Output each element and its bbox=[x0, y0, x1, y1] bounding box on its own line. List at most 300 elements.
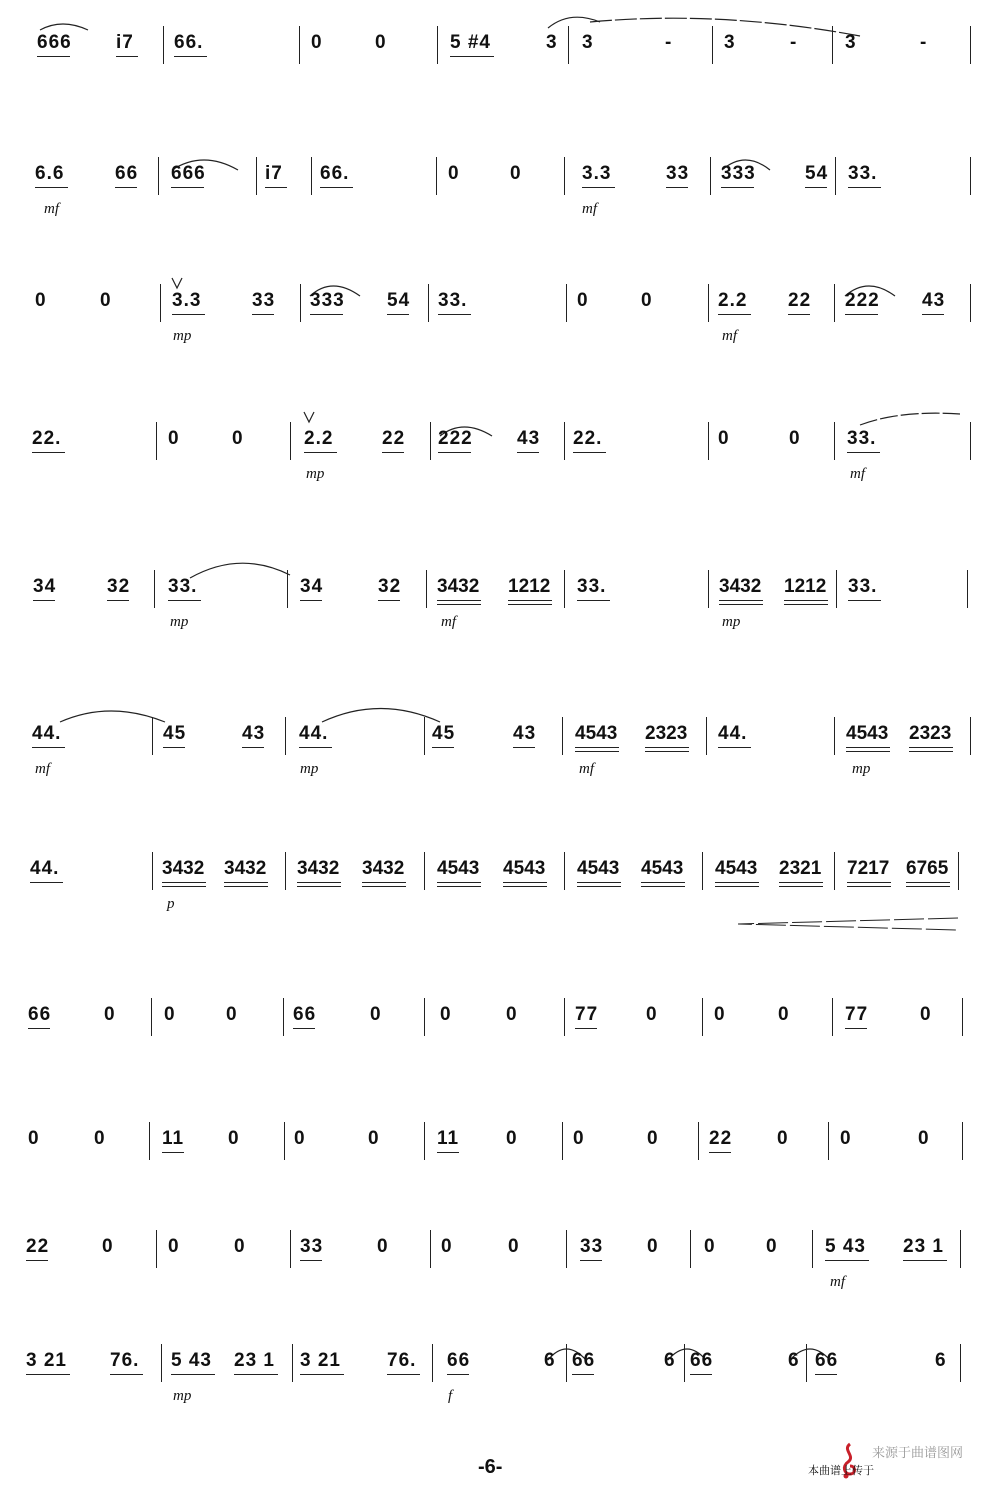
beam-line bbox=[575, 751, 619, 752]
note-group: 54 bbox=[805, 163, 829, 184]
note-group: 32 bbox=[107, 576, 131, 597]
note-group: 0 bbox=[646, 1004, 658, 1025]
bar-line bbox=[962, 1122, 963, 1160]
beam-line bbox=[362, 882, 406, 883]
beam-line bbox=[447, 1374, 469, 1375]
bar-line bbox=[562, 717, 563, 755]
beam-line bbox=[779, 886, 823, 887]
score-system-4 bbox=[0, 416, 1000, 536]
beam-line bbox=[641, 886, 685, 887]
dynamic-marking: mp bbox=[173, 328, 192, 344]
note-group: 66 bbox=[28, 1004, 52, 1025]
bar-line bbox=[292, 1344, 293, 1382]
bar-line bbox=[566, 1344, 567, 1382]
note-group: 0 bbox=[704, 1236, 716, 1257]
note-group: 0 bbox=[28, 1128, 40, 1149]
beam-line bbox=[450, 56, 494, 57]
note-group: 66 bbox=[115, 163, 139, 184]
bar-line bbox=[160, 284, 161, 322]
note-group: 44. bbox=[30, 858, 60, 879]
note-group: 44. bbox=[32, 723, 62, 744]
note-group: 66. bbox=[320, 163, 350, 184]
note-group: 33. bbox=[438, 290, 468, 311]
note-group: 0 bbox=[441, 1236, 453, 1257]
beam-line bbox=[297, 886, 341, 887]
bar-line bbox=[154, 570, 155, 608]
bar-line bbox=[436, 157, 437, 195]
bar-line bbox=[832, 26, 833, 64]
page-number: -6- bbox=[478, 1456, 503, 1478]
note-group: 22 bbox=[382, 428, 406, 449]
note-group: 45 bbox=[163, 723, 187, 744]
beam-line bbox=[378, 600, 400, 601]
bar-line bbox=[428, 284, 429, 322]
bar-line bbox=[970, 284, 971, 322]
beam-line bbox=[252, 314, 274, 315]
note-group: 54 bbox=[387, 290, 411, 311]
note-group: 0 bbox=[102, 1236, 114, 1257]
beam-line bbox=[846, 747, 890, 748]
note-group: 45 bbox=[432, 723, 456, 744]
beam-line bbox=[718, 314, 751, 315]
note-group: 33 bbox=[666, 163, 690, 184]
bar-line bbox=[311, 157, 312, 195]
note-group: 11 bbox=[162, 1128, 185, 1149]
note-group: 0 bbox=[641, 290, 653, 311]
beam-line bbox=[721, 187, 754, 188]
beam-line bbox=[437, 604, 481, 605]
note-group: 4543 bbox=[577, 858, 620, 879]
note-group: 0 bbox=[510, 163, 522, 184]
beam-line bbox=[572, 1374, 594, 1375]
note-group: 0 bbox=[368, 1128, 380, 1149]
note-group: 6 bbox=[664, 1350, 676, 1371]
bar-line bbox=[970, 422, 971, 460]
note-group: 4543 bbox=[846, 723, 889, 744]
dynamic-marking: mp bbox=[852, 761, 871, 777]
bar-line bbox=[283, 998, 284, 1036]
note-group: 0 bbox=[647, 1236, 659, 1257]
bar-line bbox=[161, 1344, 162, 1382]
bar-line bbox=[970, 157, 971, 195]
note-group: 34 bbox=[33, 576, 57, 597]
beam-line bbox=[582, 187, 615, 188]
bar-line bbox=[812, 1230, 813, 1268]
bar-line bbox=[832, 998, 833, 1036]
note-group: 0 bbox=[168, 1236, 180, 1257]
dynamic-marking: mf bbox=[582, 201, 597, 217]
dynamic-marking: f bbox=[448, 1388, 453, 1404]
beam-line bbox=[718, 747, 751, 748]
watermark-text: 来源于曲谱图网 bbox=[872, 1445, 964, 1460]
note-group: 6.6 bbox=[35, 163, 65, 184]
note-group: 3 bbox=[546, 32, 558, 53]
score-system-6 bbox=[0, 711, 1000, 831]
bar-line bbox=[256, 157, 257, 195]
beam-line bbox=[234, 1374, 278, 1375]
note-group: 0 bbox=[577, 290, 589, 311]
beam-line bbox=[224, 886, 268, 887]
beam-line bbox=[577, 882, 621, 883]
bar-line bbox=[834, 422, 835, 460]
note-group: 0 bbox=[506, 1004, 518, 1025]
bar-line bbox=[708, 422, 709, 460]
dynamic-marking: mf bbox=[830, 1274, 845, 1290]
dynamic-marking: mp bbox=[306, 466, 325, 482]
bar-line bbox=[424, 1122, 425, 1160]
note-group: - bbox=[920, 32, 928, 53]
bar-line bbox=[430, 1230, 431, 1268]
beam-line bbox=[784, 604, 828, 605]
note-group: 0 bbox=[294, 1128, 306, 1149]
note-group: 22 bbox=[26, 1236, 50, 1257]
bar-line bbox=[568, 26, 569, 64]
bar-line bbox=[564, 570, 565, 608]
note-group: 0 bbox=[789, 428, 801, 449]
beam-line bbox=[162, 886, 206, 887]
score-system-9 bbox=[0, 1116, 1000, 1236]
note-group: 77 bbox=[575, 1004, 599, 1025]
beam-line bbox=[508, 600, 552, 601]
upload-credit: 本曲谱上传于 bbox=[808, 1465, 874, 1477]
bar-line bbox=[290, 1230, 291, 1268]
beam-line bbox=[825, 1260, 869, 1261]
note-group: 6 bbox=[788, 1350, 800, 1371]
beam-line bbox=[846, 751, 890, 752]
note-group: 0 bbox=[448, 163, 460, 184]
beam-line bbox=[174, 56, 207, 57]
beam-line bbox=[784, 600, 828, 601]
bar-line bbox=[834, 717, 835, 755]
note-group: 6765 bbox=[906, 858, 949, 879]
bar-line bbox=[285, 852, 286, 890]
note-group: 0 bbox=[506, 1128, 518, 1149]
beam-line bbox=[848, 187, 881, 188]
beam-line bbox=[171, 1374, 215, 1375]
beam-line bbox=[848, 600, 881, 601]
beam-line bbox=[320, 187, 353, 188]
bar-line bbox=[300, 284, 301, 322]
beam-line bbox=[438, 452, 471, 453]
note-group: 0 bbox=[840, 1128, 852, 1149]
beam-line bbox=[437, 882, 481, 883]
note-group: 222 bbox=[438, 428, 473, 449]
beam-line bbox=[387, 1374, 420, 1375]
note-group: 33. bbox=[168, 576, 198, 597]
note-group: 0 bbox=[920, 1004, 932, 1025]
note-group: 0 bbox=[778, 1004, 790, 1025]
note-group: 2323 bbox=[645, 723, 688, 744]
note-group: 66 bbox=[447, 1350, 471, 1371]
bar-line bbox=[151, 998, 152, 1036]
score-system-7 bbox=[0, 846, 1000, 966]
note-group: 5 #4 bbox=[450, 32, 491, 53]
beam-line bbox=[666, 187, 688, 188]
beam-line bbox=[788, 314, 810, 315]
note-group: 77 bbox=[845, 1004, 869, 1025]
note-group: 3 bbox=[724, 32, 736, 53]
note-group: 7217 bbox=[847, 858, 890, 879]
note-group: 0 bbox=[35, 290, 47, 311]
beam-line bbox=[163, 747, 185, 748]
beam-line bbox=[387, 314, 409, 315]
bar-line bbox=[960, 1344, 961, 1382]
bar-line bbox=[432, 1344, 433, 1382]
note-group: 3432 bbox=[162, 858, 205, 879]
note-group: 6 bbox=[935, 1350, 947, 1371]
beam-line bbox=[437, 1152, 459, 1153]
note-group: 33 bbox=[300, 1236, 324, 1257]
beam-line bbox=[30, 882, 63, 883]
note-group: 23 1 bbox=[234, 1350, 275, 1371]
score-system-1 bbox=[0, 20, 1000, 140]
note-group: 0 bbox=[311, 32, 323, 53]
beam-line bbox=[32, 747, 65, 748]
beam-line bbox=[115, 187, 137, 188]
bar-line bbox=[836, 570, 837, 608]
beam-line bbox=[815, 1374, 837, 1375]
beam-line bbox=[845, 314, 878, 315]
note-group: 3432 bbox=[437, 576, 480, 597]
bar-line bbox=[285, 717, 286, 755]
note-group: 3432 bbox=[719, 576, 762, 597]
note-group: 0 bbox=[718, 428, 730, 449]
note-group: 0 bbox=[370, 1004, 382, 1025]
dynamic-marking: mp bbox=[722, 614, 741, 630]
beam-line bbox=[116, 56, 138, 57]
note-group: 666 bbox=[171, 163, 206, 184]
beam-line bbox=[715, 886, 759, 887]
bar-line bbox=[424, 998, 425, 1036]
beam-line bbox=[265, 187, 287, 188]
note-group: - bbox=[665, 32, 673, 53]
beam-line bbox=[162, 882, 206, 883]
bar-line bbox=[564, 998, 565, 1036]
bar-line bbox=[806, 1344, 807, 1382]
note-group: 3432 bbox=[297, 858, 340, 879]
beam-line bbox=[847, 882, 891, 883]
dynamic-marking: mp bbox=[170, 614, 189, 630]
beam-line bbox=[300, 1260, 322, 1261]
beam-line bbox=[437, 886, 481, 887]
bar-line bbox=[958, 852, 959, 890]
beam-line bbox=[922, 314, 944, 315]
beam-line bbox=[437, 600, 481, 601]
beam-line bbox=[847, 452, 880, 453]
bar-line bbox=[702, 998, 703, 1036]
note-group: 33. bbox=[847, 428, 877, 449]
note-group: 3 21 bbox=[26, 1350, 67, 1371]
bar-line bbox=[708, 284, 709, 322]
beam-line bbox=[903, 1260, 947, 1261]
beam-line bbox=[503, 886, 547, 887]
bar-line bbox=[287, 570, 288, 608]
beam-line bbox=[293, 1028, 315, 1029]
beam-line bbox=[909, 747, 953, 748]
bar-line bbox=[430, 422, 431, 460]
bar-line bbox=[970, 26, 971, 64]
beam-line bbox=[299, 747, 332, 748]
beam-line bbox=[168, 600, 201, 601]
beam-line bbox=[304, 452, 337, 453]
note-group: 4543 bbox=[641, 858, 684, 879]
note-group: 0 bbox=[100, 290, 112, 311]
score-system-5 bbox=[0, 564, 1000, 684]
beam-line bbox=[709, 1152, 731, 1153]
beam-line bbox=[517, 452, 539, 453]
beam-line bbox=[508, 604, 552, 605]
bar-line bbox=[690, 1230, 691, 1268]
note-group: 66. bbox=[174, 32, 204, 53]
bar-line bbox=[566, 284, 567, 322]
note-group: 66 bbox=[293, 1004, 317, 1025]
beam-line bbox=[719, 600, 763, 601]
note-group: 0 bbox=[104, 1004, 116, 1025]
note-group: 222 bbox=[845, 290, 880, 311]
note-group: 2323 bbox=[909, 723, 952, 744]
note-group: 3.3 bbox=[172, 290, 202, 311]
note-group: 4543 bbox=[715, 858, 758, 879]
note-group: 0 bbox=[647, 1128, 659, 1149]
bar-line bbox=[299, 26, 300, 64]
note-group: 22. bbox=[573, 428, 603, 449]
note-group: 66 bbox=[572, 1350, 596, 1371]
score-system-10 bbox=[0, 1224, 1000, 1344]
note-group: 33 bbox=[580, 1236, 604, 1257]
note-group: 3432 bbox=[362, 858, 405, 879]
beam-line bbox=[300, 600, 322, 601]
dynamic-marking: mf bbox=[441, 614, 456, 630]
note-group: i7 bbox=[116, 32, 134, 53]
note-group: 5 43 bbox=[825, 1236, 866, 1257]
beam-line bbox=[172, 314, 205, 315]
note-group: 0 bbox=[228, 1128, 240, 1149]
dynamic-marking: p bbox=[167, 896, 175, 912]
beam-line bbox=[580, 1260, 602, 1261]
beam-line bbox=[847, 886, 891, 887]
beam-line bbox=[33, 600, 55, 601]
bar-line bbox=[566, 1230, 567, 1268]
beam-line bbox=[906, 886, 950, 887]
bar-line bbox=[828, 1122, 829, 1160]
note-group: 33. bbox=[577, 576, 607, 597]
beam-line bbox=[503, 882, 547, 883]
bar-line bbox=[702, 852, 703, 890]
note-group: 23 1 bbox=[903, 1236, 944, 1257]
beam-line bbox=[110, 1374, 143, 1375]
beam-line bbox=[300, 1374, 344, 1375]
note-group: 66 bbox=[690, 1350, 714, 1371]
beam-line bbox=[719, 604, 763, 605]
bar-line bbox=[698, 1122, 699, 1160]
note-group: 0 bbox=[508, 1236, 520, 1257]
note-group: 3.3 bbox=[582, 163, 612, 184]
note-group: 0 bbox=[377, 1236, 389, 1257]
dynamic-marking: mf bbox=[579, 761, 594, 777]
note-group: 22 bbox=[788, 290, 812, 311]
beam-line bbox=[906, 882, 950, 883]
bar-line bbox=[835, 157, 836, 195]
note-group: 5 43 bbox=[171, 1350, 212, 1371]
bar-line bbox=[564, 157, 565, 195]
note-group: 4543 bbox=[575, 723, 618, 744]
beam-line bbox=[35, 187, 68, 188]
bar-line bbox=[564, 422, 565, 460]
beam-line bbox=[573, 452, 606, 453]
note-group: 76. bbox=[387, 1350, 417, 1371]
beam-line bbox=[162, 1152, 184, 1153]
note-group: 22 bbox=[709, 1128, 733, 1149]
bar-line bbox=[284, 1122, 285, 1160]
beam-line bbox=[382, 452, 404, 453]
note-group: 32 bbox=[378, 576, 402, 597]
beam-line bbox=[577, 886, 621, 887]
note-group: 11 bbox=[437, 1128, 460, 1149]
bar-line bbox=[156, 422, 157, 460]
note-group: 44. bbox=[718, 723, 748, 744]
bar-line bbox=[708, 570, 709, 608]
note-group: 0 bbox=[766, 1236, 778, 1257]
bar-line bbox=[424, 852, 425, 890]
note-group: 33 bbox=[252, 290, 276, 311]
dynamic-marking: mf bbox=[722, 328, 737, 344]
beam-line bbox=[715, 882, 759, 883]
beam-line bbox=[641, 882, 685, 883]
dynamic-marking: mf bbox=[850, 466, 865, 482]
note-group: 4543 bbox=[437, 858, 480, 879]
note-group: 3 bbox=[582, 32, 594, 53]
note-group: 6 bbox=[544, 1350, 556, 1371]
note-group: 43 bbox=[242, 723, 266, 744]
beam-line bbox=[845, 1028, 867, 1029]
bar-line bbox=[437, 26, 438, 64]
note-group: 2.2 bbox=[304, 428, 334, 449]
beam-line bbox=[690, 1374, 712, 1375]
beam-line bbox=[432, 747, 454, 748]
bar-line bbox=[562, 1122, 563, 1160]
note-group: 43 bbox=[517, 428, 541, 449]
note-group: 44. bbox=[299, 723, 329, 744]
bar-line bbox=[158, 157, 159, 195]
note-group: 2321 bbox=[779, 858, 822, 879]
note-group: 0 bbox=[918, 1128, 930, 1149]
note-group: 66 bbox=[815, 1350, 839, 1371]
beam-line bbox=[575, 747, 619, 748]
note-group: 4543 bbox=[503, 858, 546, 879]
score-system-2 bbox=[0, 151, 1000, 271]
beam-line bbox=[805, 187, 827, 188]
note-group: 0 bbox=[573, 1128, 585, 1149]
beam-line bbox=[575, 1028, 597, 1029]
bar-line bbox=[834, 284, 835, 322]
note-group: 1212 bbox=[784, 576, 827, 597]
note-group: - bbox=[790, 32, 798, 53]
note-group: 0 bbox=[94, 1128, 106, 1149]
note-group: 34 bbox=[300, 576, 324, 597]
note-group: 0 bbox=[168, 428, 180, 449]
bar-line bbox=[156, 1230, 157, 1268]
beam-line bbox=[26, 1260, 48, 1261]
bar-line bbox=[710, 157, 711, 195]
note-group: 0 bbox=[164, 1004, 176, 1025]
note-group: 22. bbox=[32, 428, 62, 449]
beam-line bbox=[224, 882, 268, 883]
note-group: 76. bbox=[110, 1350, 140, 1371]
beam-line bbox=[362, 886, 406, 887]
beam-line bbox=[26, 1374, 70, 1375]
note-group: 666 bbox=[37, 32, 72, 53]
note-group: 1212 bbox=[508, 576, 551, 597]
